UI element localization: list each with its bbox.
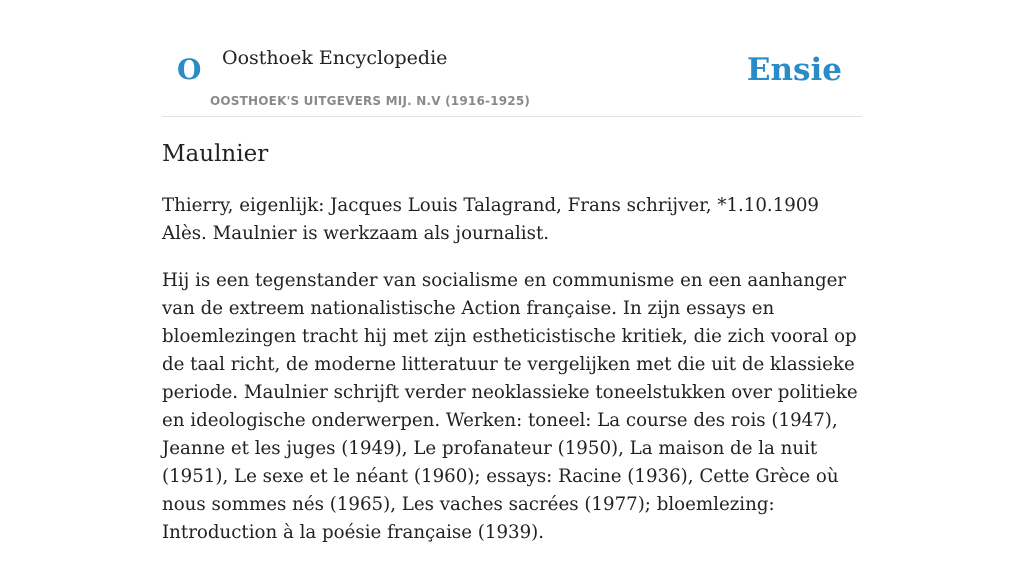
entry-body xyxy=(162,192,866,566)
entry-title: Maulnier xyxy=(162,141,269,167)
publisher-subtitle: OOSTHOEK'S UITGEVERS MIJ. N.V (1916-1925) xyxy=(210,94,531,108)
header xyxy=(162,0,862,117)
entry-paragraph: Hij is een tegenstander van socialisme en communisme en een aanhanger van de extreem nationalistische Action française. In zijn essays en bloemlezingen tracht hij met zijn estheticistische kritiek, die zich vooral op de taal richt, de moderne litteratuur te vergelijken met die uit de klassieke periode. Maulnier schrijft verder neoklassieke toneelstukken over politieke en ideologische onderwerpen. Werken: toneel: La course des rois (1947), Jeanne et les juges (1949), Le profanateur (1950), La maison de la nuit (1951), Le sexe et le néant (1960); essays: Racine (1936), Cette Grèce où nous sommes nés (1965), Les vaches sacrées (1977); bloemlezing: Introduction à la poésie française (1939). xyxy=(162,270,858,543)
logo-mark[interactable]: O xyxy=(177,53,202,86)
encyclopedia-title[interactable]: Oosthoek Encyclopedie xyxy=(222,47,448,69)
entry-paragraph: Thierry, eigenlijk: Jacques Louis Talagrand, Frans schrijver, *1.10.1909 Alès. Maulnier is werkzaam als journalist. xyxy=(162,195,820,244)
brand-logo[interactable]: Ensie xyxy=(746,52,842,88)
